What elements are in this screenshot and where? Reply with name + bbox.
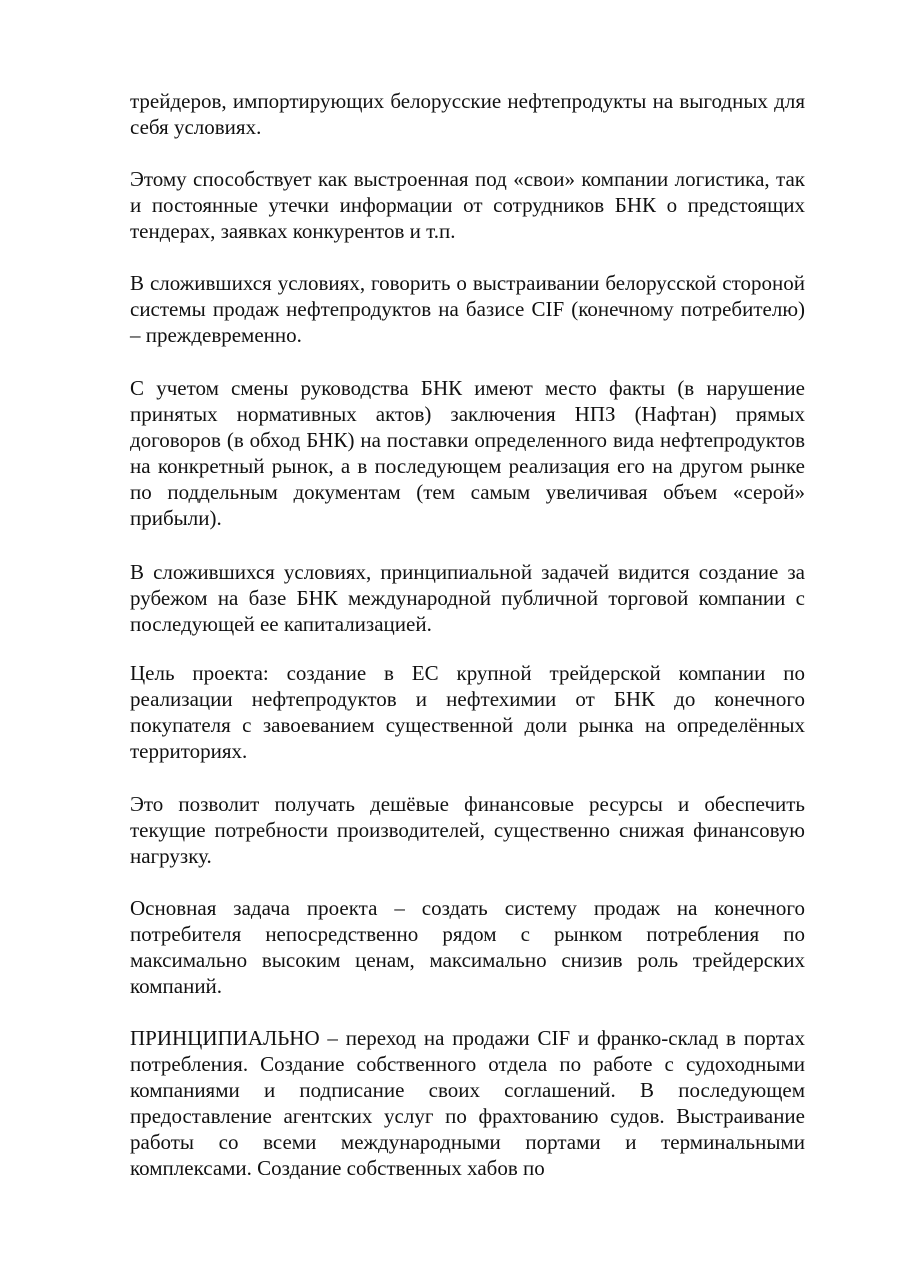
paragraph-7: Это позволит получать дешёвые финансовые ресурсы и обеспечить текущие потребности производителей, существенно снижая финансовую нагрузку.: [130, 792, 805, 868]
paragraph-9: ПРИНЦИПИАЛЬНО – переход на продажи CIF и франко-склад в портах потребления. Создание собственного отдела по работе с судоходными компаниями и подписание своих соглашений. В последующем предоставление агентских услуг по фрахтованию судов. Выстраивание работы со всеми международными портами и терминальными комплексами. Создание собственных хабов по: [130, 1026, 805, 1180]
paragraph-3: В сложившихся условиях, говорить о выстраивании белорусской стороной системы продаж нефтепродуктов на базисе CIF (конечному потребителю) – преждевременно.: [130, 271, 805, 347]
paragraph-2: Этому способствует как выстроенная под «свои» компании логистика, так и постоянные утечки информации от сотрудников БНК о предстоящих тендерах, заявках конкурентов и т.п.: [130, 167, 805, 243]
paragraph-6: Цель проекта: создание в ЕС крупной трейдерской компании по реализации нефтепродуктов и нефтехимии от БНК до конечного покупателя с завоеванием существенной доли рынка на определённых территориях.: [130, 661, 805, 763]
paragraph-5: В сложившихся условиях, принципиальной задачей видится создание за рубежом на базе БНК международной публичной торговой компании с последующей ее капитализацией.: [130, 560, 805, 636]
paragraph-1: трейдеров, импортирующих белорусские нефтепродукты на выгодных для себя условиях.: [130, 89, 805, 139]
paragraph-8: Основная задача проекта – создать систему продаж на конечного потребителя непосредственно рядом с рынком потребления по максимально высоким ценам, максимально снизив роль трейдерских компаний.: [130, 896, 805, 998]
paragraph-4: С учетом смены руководства БНК имеют место факты (в нарушение принятых нормативных актов) заключения НПЗ (Нафтан) прямых договоров (в обход БНК) на поставки определенного вида нефтепродуктов на конкретный рынок, а в последующем реализация его на другом рынке по поддельным документам (тем самым увеличивая объем «серой» прибыли).: [130, 376, 805, 530]
